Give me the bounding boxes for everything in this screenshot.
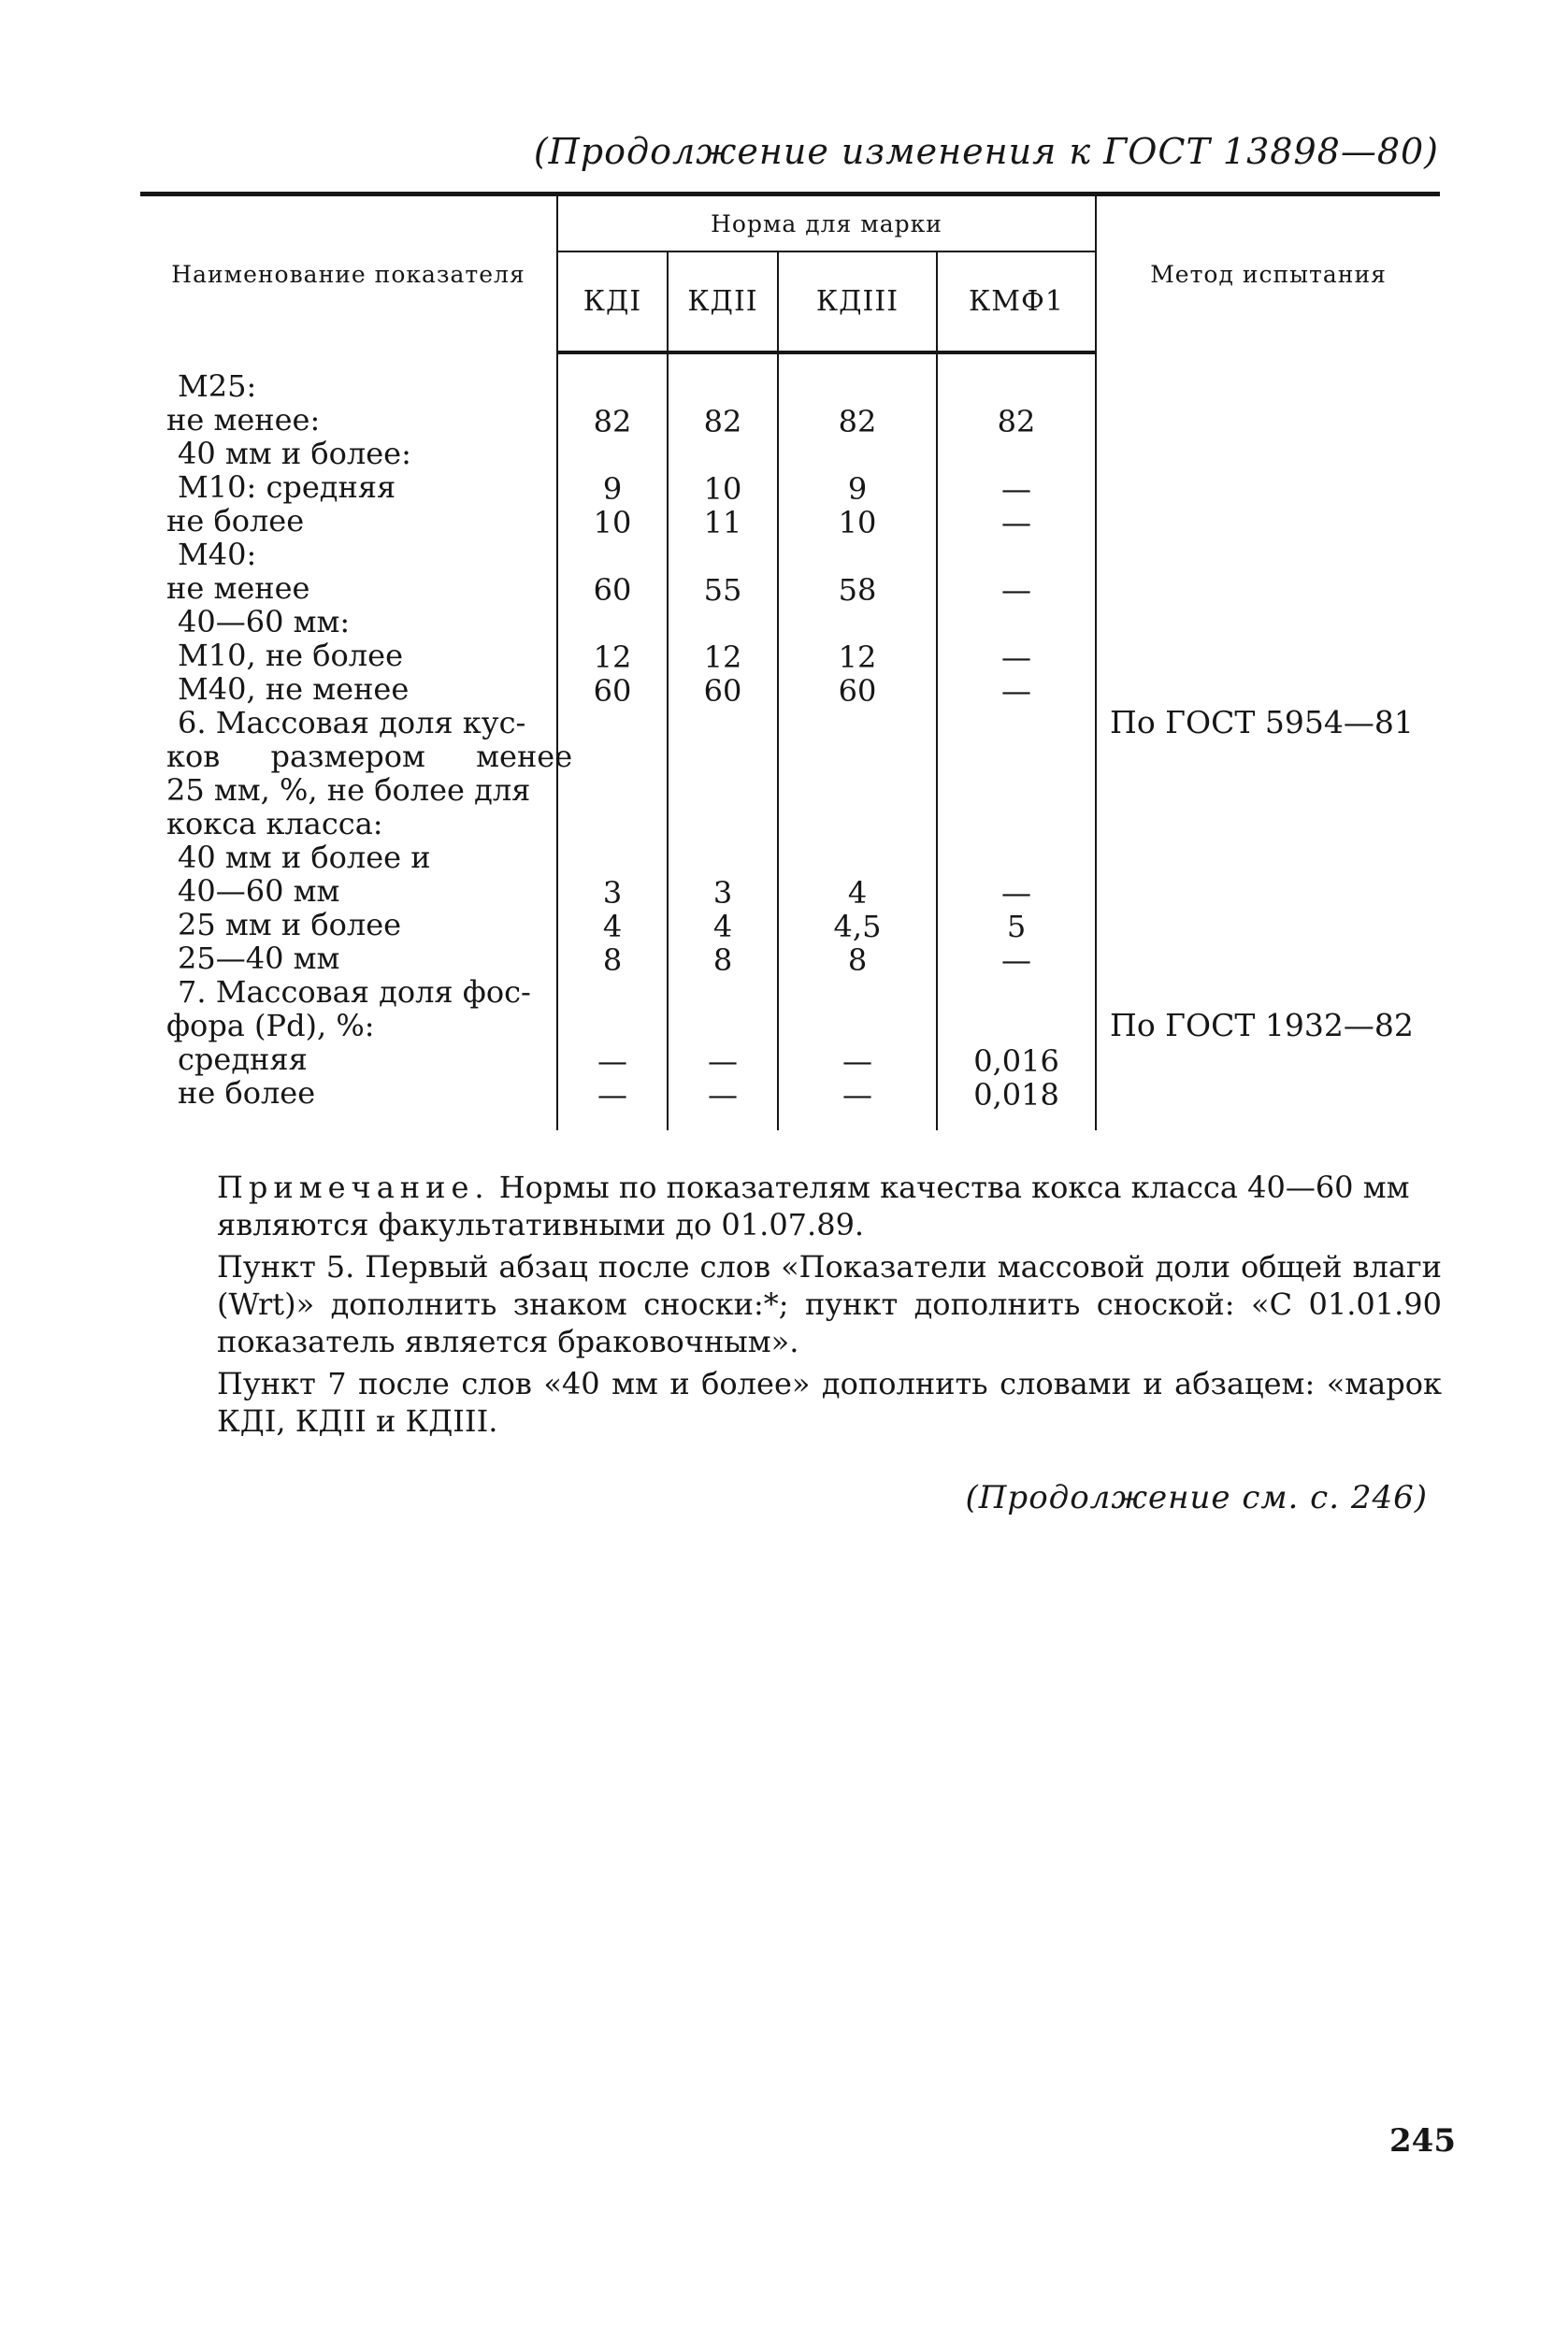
col-header-method: Метод испытания bbox=[1096, 194, 1440, 353]
cell: — bbox=[708, 1043, 738, 1079]
cell: 10 bbox=[593, 505, 632, 540]
table-body bbox=[140, 352, 1440, 1130]
cell: 82 bbox=[838, 404, 877, 439]
cell bbox=[779, 607, 936, 640]
row-name: 7. Массовая доля фос- bbox=[178, 974, 531, 1010]
row-name: 40—60 мм: bbox=[178, 604, 351, 639]
cell: 0,018 bbox=[973, 1077, 1059, 1113]
cell: 8 bbox=[602, 942, 623, 978]
row-name: не более bbox=[178, 1075, 316, 1111]
cell bbox=[558, 809, 667, 842]
row-name: фора (Pd), %: bbox=[166, 1008, 375, 1043]
cell bbox=[1097, 470, 1440, 504]
cell: — bbox=[597, 1043, 627, 1079]
cell bbox=[1097, 672, 1440, 706]
cell: 12 bbox=[838, 639, 877, 675]
cell bbox=[938, 708, 1095, 741]
page-number: 245 bbox=[1389, 2122, 1456, 2160]
cell bbox=[669, 539, 777, 573]
norms-table bbox=[140, 192, 1440, 1130]
cell bbox=[558, 977, 667, 1011]
cell: — bbox=[597, 1077, 627, 1113]
cell: 8 bbox=[712, 942, 733, 978]
cell: 3 bbox=[712, 875, 733, 911]
row-name: ков размером менее bbox=[166, 739, 573, 774]
cell: 10 bbox=[838, 505, 877, 540]
cell: 8 bbox=[847, 942, 868, 978]
cell: 9 bbox=[847, 471, 868, 507]
row-name: не более bbox=[166, 503, 305, 539]
cell bbox=[779, 977, 936, 1011]
cell bbox=[558, 1011, 667, 1044]
cell bbox=[1097, 908, 1440, 941]
cell bbox=[1097, 740, 1440, 773]
cell: — bbox=[1001, 572, 1032, 608]
kmf1-column bbox=[937, 352, 1096, 1130]
cell bbox=[938, 741, 1095, 775]
row-name: М25: bbox=[178, 368, 257, 404]
cell: 82 bbox=[997, 404, 1036, 439]
cell bbox=[779, 1011, 936, 1044]
cell bbox=[1097, 1076, 1440, 1110]
cell bbox=[779, 741, 936, 775]
row-name: 25—40 мм bbox=[178, 941, 340, 976]
paragraph-item-7: Пункт 7 после слов «40 мм и более» дополнить словами и абзацем: «марок КДI, КДII и КДIII. bbox=[217, 1366, 1442, 1439]
cell: — bbox=[1001, 875, 1032, 911]
cell: 10 bbox=[703, 471, 742, 507]
row-name: 25 мм и более bbox=[178, 907, 402, 942]
cell bbox=[558, 539, 667, 573]
cell: 4,5 bbox=[833, 909, 882, 944]
cell bbox=[938, 539, 1095, 573]
row-name: не менее bbox=[166, 570, 310, 606]
cell bbox=[558, 607, 667, 640]
cell: 3 bbox=[602, 875, 623, 911]
cell: — bbox=[842, 1043, 872, 1079]
row-name: 40 мм и более: bbox=[178, 436, 411, 471]
cell: 9 bbox=[602, 471, 623, 507]
cell: 82 bbox=[703, 404, 742, 439]
cell bbox=[669, 708, 777, 741]
footer-continuation: (Продолжение см. с. 246) bbox=[965, 1479, 1428, 1516]
cell bbox=[669, 438, 777, 472]
cell: 4 bbox=[847, 875, 868, 911]
col-header-grade: КДIII bbox=[778, 251, 937, 352]
cell: 12 bbox=[703, 639, 742, 675]
kd1-column bbox=[557, 352, 668, 1130]
cell bbox=[1097, 369, 1440, 403]
row-name: не менее: bbox=[166, 402, 321, 438]
kd2-column bbox=[668, 352, 778, 1130]
cell: 12 bbox=[593, 639, 632, 675]
cell bbox=[779, 539, 936, 573]
cell: 0,016 bbox=[973, 1043, 1059, 1079]
cell bbox=[1097, 437, 1440, 470]
row-name: М40: bbox=[178, 537, 257, 572]
cell bbox=[558, 438, 667, 472]
col-header-grade: КДI bbox=[557, 251, 668, 352]
cell: 60 bbox=[838, 673, 877, 709]
cell bbox=[938, 809, 1095, 842]
cell bbox=[669, 809, 777, 842]
cell: 58 bbox=[838, 572, 877, 608]
col-header-group: Норма для марки bbox=[557, 194, 1096, 252]
cell bbox=[669, 1011, 777, 1044]
cell: — bbox=[1001, 673, 1032, 709]
cell bbox=[669, 741, 777, 775]
cell: 55 bbox=[703, 572, 742, 608]
cell bbox=[779, 809, 936, 842]
row-name: 40 мм и более и bbox=[178, 840, 431, 875]
row-name: кокса класса: bbox=[166, 806, 383, 841]
cell bbox=[1097, 1042, 1440, 1076]
cell bbox=[938, 607, 1095, 640]
cell bbox=[669, 842, 777, 876]
cell bbox=[779, 371, 936, 405]
row-name: М10, не более bbox=[178, 638, 403, 673]
col-header-name: Наименование показателя bbox=[140, 194, 557, 353]
cell bbox=[669, 775, 777, 809]
cell bbox=[669, 371, 777, 405]
cell bbox=[669, 607, 777, 640]
cell bbox=[1097, 840, 1440, 874]
cell bbox=[558, 842, 667, 876]
cell: — bbox=[1001, 942, 1032, 978]
paragraph-item-5: Пункт 5. Первый абзац после слов «Показатели массовой доли общей влаги (Wrt)» дополнить знаком сноски:*; пункт дополнить сноской: «С 01.01.90 показатель является браковочным». bbox=[217, 1249, 1442, 1359]
cell bbox=[938, 371, 1095, 405]
header-continuation: (Продолжение изменения к ГОСТ 13898—80) bbox=[533, 131, 1439, 172]
note-text: Нормы по показателям качества кокса класса 40—60 мм являются факультативными до 01.07.89. bbox=[217, 1170, 1410, 1242]
cell bbox=[1097, 639, 1440, 672]
cell bbox=[1097, 975, 1440, 1009]
cell: 60 bbox=[703, 673, 742, 709]
note-label: Примечание. bbox=[217, 1170, 490, 1205]
col-header-grade: КДII bbox=[668, 251, 778, 352]
cell: — bbox=[1001, 639, 1032, 675]
cell bbox=[1097, 571, 1440, 605]
cell: 11 bbox=[703, 505, 742, 540]
cell: — bbox=[1001, 471, 1032, 507]
cell bbox=[1097, 941, 1440, 975]
cell: По ГОСТ 5954—81 bbox=[1110, 704, 1414, 740]
method-column bbox=[1096, 352, 1440, 1130]
cell: 82 bbox=[593, 404, 632, 439]
cell bbox=[938, 1011, 1095, 1044]
cell: 60 bbox=[593, 572, 632, 608]
cell: 4 bbox=[602, 909, 623, 944]
cell bbox=[779, 438, 936, 472]
cell bbox=[558, 741, 667, 775]
cell bbox=[1097, 773, 1440, 807]
row-name: М10: средняя bbox=[178, 469, 396, 505]
cell bbox=[1097, 403, 1440, 437]
row-name: 6. Массовая доля кус- bbox=[178, 705, 526, 740]
cell bbox=[1097, 504, 1440, 538]
col-header-grade: КМФ1 bbox=[937, 251, 1096, 352]
cell bbox=[779, 842, 936, 876]
cell bbox=[1097, 538, 1440, 571]
cell bbox=[938, 842, 1095, 876]
cell: — bbox=[1001, 505, 1032, 540]
row-name: средняя bbox=[178, 1041, 308, 1077]
cell bbox=[558, 371, 667, 405]
cell bbox=[1097, 605, 1440, 639]
cell bbox=[1097, 874, 1440, 908]
cell bbox=[779, 708, 936, 741]
cell: — bbox=[708, 1077, 738, 1113]
row-name: 25 мм, %, не более для bbox=[166, 772, 531, 808]
cell bbox=[938, 438, 1095, 472]
cell bbox=[558, 708, 667, 741]
cell: По ГОСТ 1932—82 bbox=[1110, 1007, 1414, 1043]
cell: 5 bbox=[1006, 909, 1027, 944]
table-note bbox=[217, 1169, 1442, 1243]
name-column bbox=[140, 352, 573, 1130]
cell: 60 bbox=[593, 673, 632, 709]
cell bbox=[938, 977, 1095, 1011]
cell: 4 bbox=[712, 909, 733, 944]
cell bbox=[779, 775, 936, 809]
cell bbox=[669, 977, 777, 1011]
row-name: М40, не менее bbox=[178, 671, 410, 707]
cell bbox=[558, 775, 667, 809]
row-name: 40—60 мм bbox=[178, 873, 340, 909]
cell: — bbox=[842, 1077, 872, 1113]
cell bbox=[1097, 807, 1440, 840]
cell bbox=[938, 775, 1095, 809]
kd3-column bbox=[778, 352, 937, 1130]
